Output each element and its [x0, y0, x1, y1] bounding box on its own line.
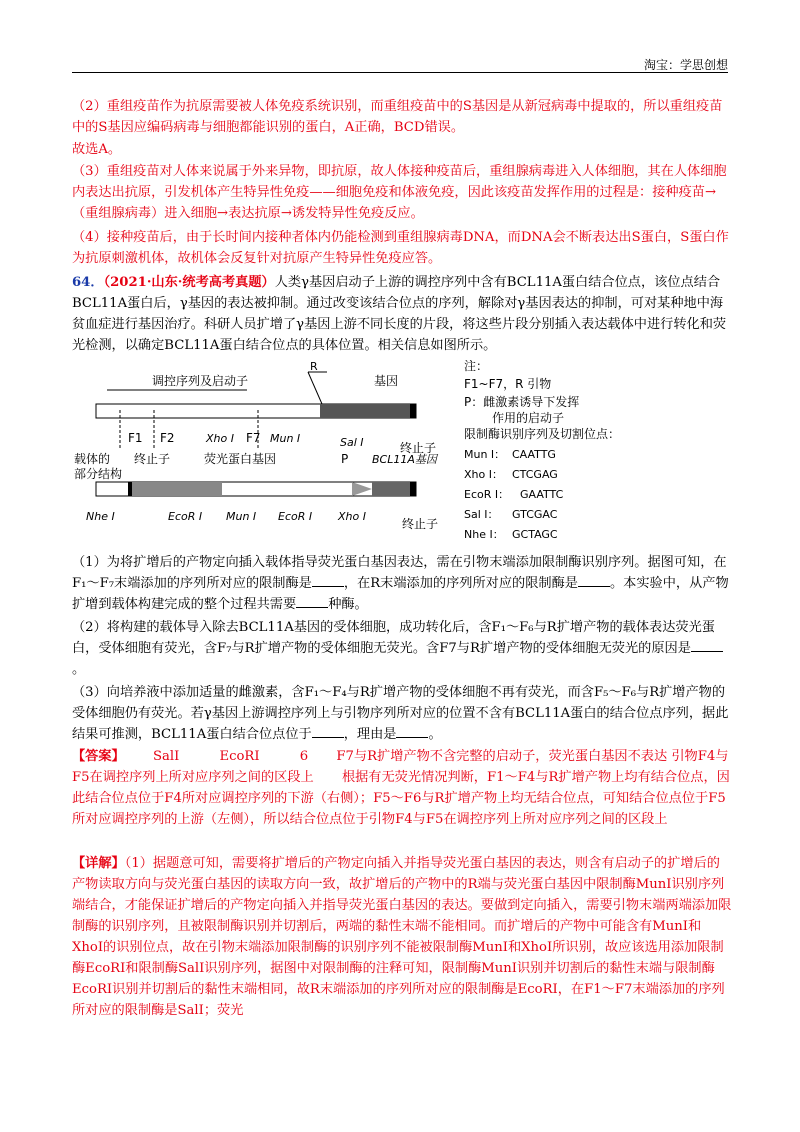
figure-label-mun1: Mun I	[270, 432, 301, 445]
figure-label-mun2: Mun I	[226, 510, 257, 523]
figure-top-gene	[320, 404, 410, 418]
figure-enz1-seq: CAATTG	[512, 448, 556, 461]
question-part3	[72, 682, 732, 745]
figure-note3: 作用的启动子	[492, 411, 565, 425]
figure-enz2-name: Xho I：	[464, 468, 503, 481]
prev-answer-p3: （3）重组疫苗对人体来说属于外来异物，即抗原，故人体接种疫苗后，重组腺病毒进入人体细胞，其在人体细胞内表达出抗原，引发机体产生特异性免疫——细胞免疫和体液免疫，因此该疫苗发挥作用的过程是：接种疫苗→（重组腺病毒）进入细胞→表达抗原→诱发特异性免疫反应。	[72, 164, 727, 221]
answer-2: EcoRI	[219, 749, 260, 764]
detail-text: （1）据题意可知，需要将扩增后的产物定向插入并指导荧光蛋白基因的表达，则含有启动子的扩增后的产物读取方向与荧光蛋白基因的读取方向一致，故扩增后的产物中的R端与荧光蛋白基因中限制酶MunⅠ识别序列端结合，才能保证扩增后的产物定向插入并指导荧光蛋白基因的表达。要做到定向插入，需要引物末端两端添加限制酶的识别序列，且被限制酶识别并切割后，两端的黏性末端不能相同。而扩增后的产物中可能含有MunⅠ和XhoⅠ的识别位点，故在引物末端添加限制酶的识别序列不能被限制酶MunⅠ和XhoⅠ所识别，故应该选用添加限制酶EcoRⅠ和限制酶SalⅠ识别序列，据图中对限制酶的注释可知，限制酶MunⅠ识别并切割后的黏性末端与限制酶EcoRⅠ识别并切割后的黏性末端相同，故R末端添加的序列所对应的限制酶是EcoRⅠ，在F1～F7末端添加的序列所对应的限制酶是SalⅠ；荧光	[72, 856, 732, 1018]
figure-label-nhe: Nhe I	[86, 510, 115, 523]
figure-label-F1: F1	[128, 431, 143, 445]
figure-label-xho1: Xho I	[206, 432, 234, 445]
answer-5: 引物F4与F5在调控序列上所对应序列之间的区段上	[72, 749, 729, 785]
question-stem-text: 人类γ基因启动子上游的调控序列中含有BCL11A蛋白结合位点，该位点结合BCL11A蛋白后，γ基因的表达被抑制。通过改变该结合位点的序列，解除对γ基因表达的抑制，可对某种地中海贫血症进行基因治疗。科研人员扩增了γ基因上游不同长度的片段，将这些片段分别插入表达载体中进行转化和荧光检测，以确定BCL11A蛋白结合位点的具体位置。相关信息如图所示。	[72, 275, 727, 353]
q1-text-d: 种酶。	[328, 597, 368, 612]
figure-enz4-name: Sal I：	[464, 508, 499, 521]
q1-text-a: （1）为将扩增后的产物定向插入载体指导荧光蛋白基因表达，需在引物末端添加限制酶识别序列。据图可知，在F₁～F₇末端添加的序列所对应的限制酶是	[72, 555, 727, 591]
figure-label-fluor: 荧光蛋白基因	[204, 452, 277, 466]
figure-bottom-terminator	[128, 482, 132, 496]
header-rule	[72, 72, 728, 73]
question-source: （2021·山东·统考高考真题）	[103, 275, 275, 290]
q1-text-c: 。本实验中，从产物扩增到载体构建完成的整个过程共需要	[72, 576, 729, 612]
q1-blank-3	[296, 595, 328, 608]
question-part1	[72, 552, 732, 615]
figure-diagram	[72, 360, 732, 550]
detail-tag: 【详解】	[72, 856, 125, 871]
q3-text-b: ，理由是	[343, 727, 397, 742]
prev-answer-choice: 故选A。	[72, 142, 122, 157]
figure-enz3-seq: GAATTC	[520, 488, 564, 501]
figure-enz2-seq: CTCGAG	[512, 468, 558, 481]
q1-blank-2	[578, 574, 610, 587]
answer-6: 根据有无荧光情况判断，F1～F4与R扩增产物上均有结合位点，因此结合位点位于F4所对应调控序列的下游（右侧）；F5～F6与R扩增产物上均无结合位点，可知结合位点位于F5所对应调控序列的上游（左侧），所以结合位点位于引物F4与F5在调控序列上所对应序列之间的区段上	[72, 770, 730, 827]
figure-label-eco2: EcoR I	[278, 510, 313, 523]
figure-label-gene: 基因	[374, 374, 399, 388]
figure-enz4-seq: GTCGAC	[512, 508, 558, 521]
q2-text-b: 。	[72, 662, 86, 677]
figure-label-P: P	[341, 452, 349, 466]
figure-label-eco1: EcoR I	[168, 510, 203, 523]
figure-bottom-fluor-gene	[132, 482, 222, 496]
figure-label-F2: F2	[160, 431, 175, 445]
answer-1: SalI	[152, 749, 180, 764]
figure-enz5-name: Nhe I：	[464, 528, 504, 541]
figure-note2: P：雌激素诱导下发挥	[464, 395, 580, 409]
figure-label-vector: 载体的	[74, 452, 111, 466]
figure-label-R: R	[310, 360, 318, 373]
figure-top-terminator	[410, 404, 416, 418]
figure-note1: F1~F7，R 引物	[464, 377, 552, 391]
page-header: 淘宝：学思创想	[643, 58, 728, 72]
figure-enz1-name: Mun I：	[464, 448, 506, 461]
figure-label-bcl: BCL11A基因	[372, 453, 437, 466]
figure-label-vector2: 部分结构	[74, 467, 123, 481]
answer-3: 6	[299, 749, 309, 764]
figure-label-term2: 终止子	[134, 452, 171, 466]
answer-tag: 【答案】	[72, 749, 125, 764]
figure-arrow-R-line	[308, 372, 322, 404]
answer-4: F7与R扩增产物不含完整的启动子，荧光蛋白基因不表达	[336, 749, 668, 764]
figure-label-term1: 终止子	[400, 441, 437, 455]
figure-note-title: 注：	[464, 360, 489, 373]
q3-blank-2	[396, 725, 428, 738]
figure-label-F7: F7	[246, 431, 261, 445]
figure-label-regulatory: 调控序列及启动子	[152, 374, 249, 388]
figure-note4: 限制酶识别序列及切割位点：	[464, 427, 621, 441]
figure-enz3-name: EcoR I：	[464, 488, 510, 501]
question-part2	[72, 617, 732, 680]
figure-enz5-seq: GCTAGC	[512, 528, 558, 541]
prev-answer-p2: （2）重组疫苗作为抗原需要被人体免疫系统识别，而重组疫苗中的S基因是从新冠病毒中提取的，所以重组疫苗中的S基因应编码病毒与细胞都能识别的蛋白，A正确，BCD错误。	[72, 99, 723, 135]
q3-text-a: （3）向培养液中添加适量的雌激素，含F₁～F₄与R扩增产物的受体细胞不再有荧光，而含F₅～F₆与R扩增产物的受体细胞仍有荧光。若γ基因上游调控序列上与引物序列所对应的位置不含有BCL11A蛋白的结合位点序列，据此结果可推测，BCL11A蛋白结合位点位于	[72, 685, 729, 742]
answer-block	[72, 746, 732, 830]
q2-blank	[691, 639, 723, 652]
q3-blank-1	[312, 725, 344, 738]
prev-answer-p4: （4）接种疫苗后，由于长时间内接种者体内仍能检测到重组腺病毒DNA，而DNA会不断表达出S蛋白，S蛋白作为抗原刺激机体，故机体会反复针对抗原产生特异性免疫应答。	[72, 230, 729, 266]
q1-text-b: ，在R末端添加的序列所对应的限制酶是	[343, 576, 578, 591]
question-number: 64．	[72, 275, 104, 290]
question-stem	[72, 272, 732, 356]
q2-text-a: （2）将构建的载体导入除去BCL11A基因的受体细胞，成功转化后，含F₁～F₆与R扩增产物的载体表达荧光蛋白，受体细胞有荧光，含F₇与R扩增产物的受体细胞无荧光。含F7与R扩增产物的受体细胞无荧光的原因是	[72, 620, 715, 656]
detail-block	[72, 853, 732, 1021]
q1-blank-1	[312, 574, 344, 587]
q3-text-c: 。	[428, 727, 442, 742]
figure-label-sal1: Sal I	[340, 436, 364, 449]
figure-bottom-bcl-gene	[372, 482, 410, 496]
figure-bottom-terminator2	[410, 482, 416, 496]
figure-label-term3: 终止子	[402, 517, 439, 531]
figure-label-xho2: Xho I	[338, 510, 366, 523]
